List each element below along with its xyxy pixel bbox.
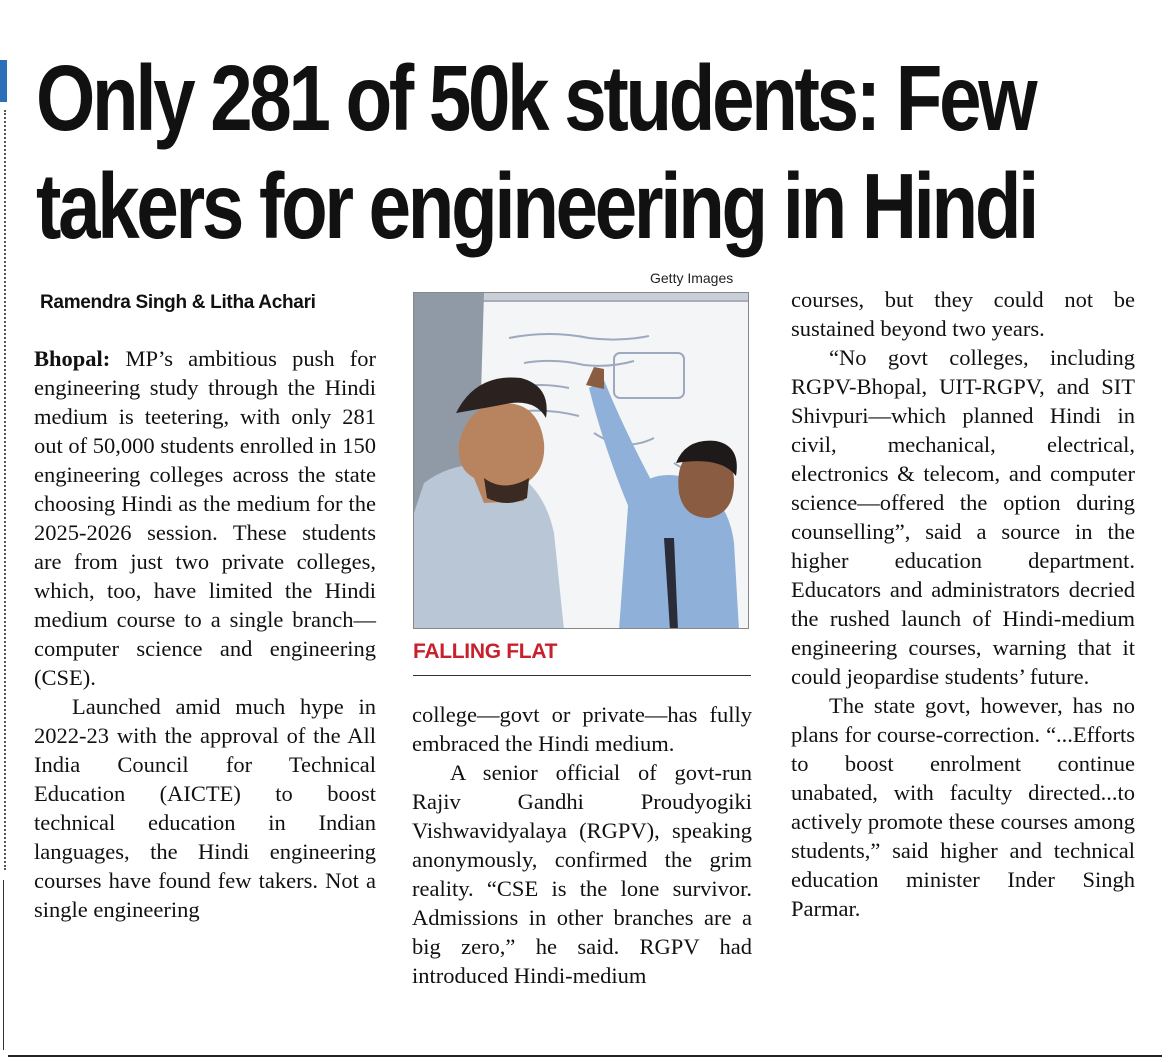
photo-caption: FALLING FLAT [413,640,558,663]
photo-illustration [414,293,749,629]
column-3 [791,285,1135,923]
paragraph-3-end: courses, but they could not be sustained beyond two years. [791,287,1135,341]
column-2 [412,700,752,990]
photo-credit: Getty Images [650,270,734,286]
column-1 [34,344,376,924]
paragraph-1: Bhopal: MP’s ambitious push for engineering study through the Hindi medium is teetering, with only 281 out of 50,000 students enrolled in 150 engineering colleges across the state choosing Hindi as the medium for the 2025-2026 session. These students are from just two private colleges, which, too, have limited the Hindi medium course to a single branch—computer science and engineering (CSE). [34,346,376,690]
paragraph-4: “No govt colleges, including RGPV-Bhopal, UIT-RGPV, and SIT Shivpuri—which planned Hindi in civil, mechanical, electrical, electronics & telecom, and computer science—offered the option during counselling”, said a source in the higher education department. Educators and administrators decried the rushed launch of Hindi-medium engineering courses, warning that it could jeopardise students’ future. [791,345,1135,689]
headline-line-1: Only 281 of 50k students: Few [36,46,1035,150]
section-marker [0,60,7,102]
dotted-divider [4,110,6,870]
paragraph-2-end: college—govt or private—has fully embraced the Hindi medium. [412,702,752,756]
headline-line-2: takers for engineering in Hindi [36,154,1037,258]
article-photo [413,292,749,629]
bottom-rule [8,1055,1162,1057]
paragraph-3-start: A senior official of govt-run Rajiv Gandhi Proudyogiki Vishwavidyalaya (RGPV), speaking anonymously, confirmed the grim reality. “CSE is the lone survivor. Admissions in other branches are a big zero,” he said. RGPV had introduced Hindi-medium [412,760,752,988]
left-rule [3,880,4,1050]
byline: Ramendra Singh & Litha Achari [40,292,316,313]
headline [36,44,1037,260]
caption-rule [413,675,751,676]
paragraph-2-start: Launched amid much hype in 2022-23 with the approval of the All India Council for Technical Education (AICTE) to boost technical education in Indian languages, the Hindi engineering courses have found few takers. Not a single engineering [34,694,376,922]
dateline: Bhopal: [34,346,111,371]
paragraph-5: The state govt, however, has no plans for course-correction. “...Efforts to boost enrolment continue unabated, with faculty directed...to actively promote these courses among students,” said higher and technical education minister Inder Singh Parmar. [791,693,1135,921]
